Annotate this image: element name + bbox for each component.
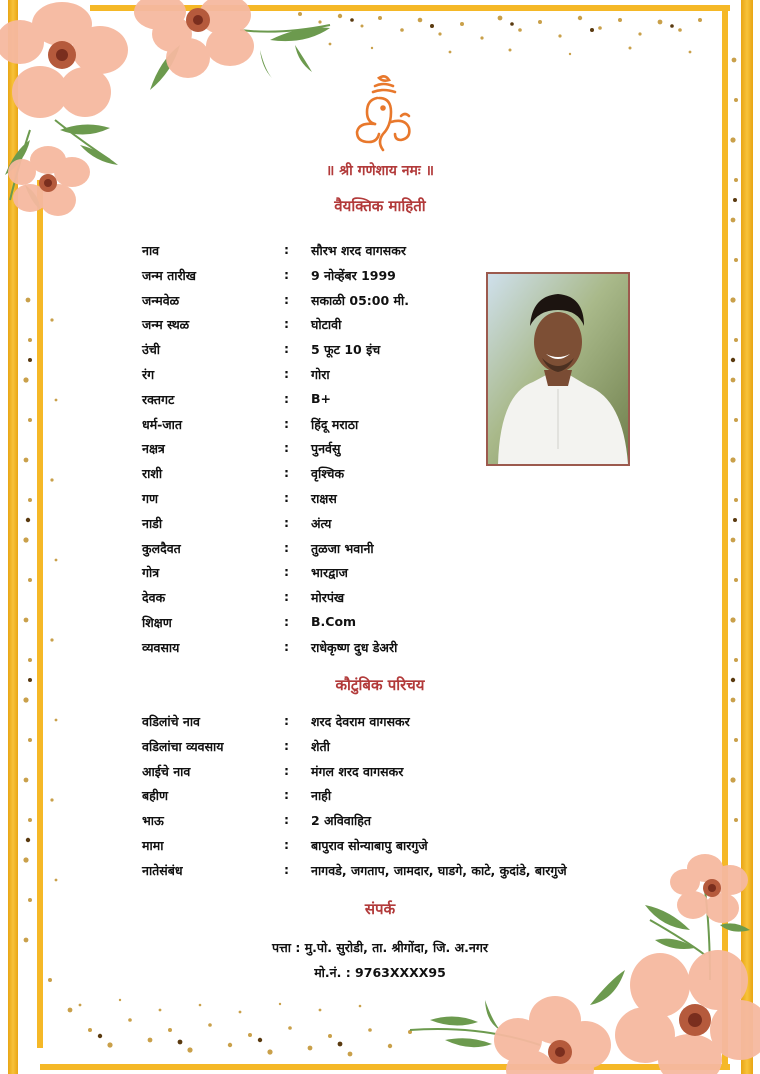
row-separator: : <box>284 415 289 431</box>
row-label: जन्मवेळ <box>142 292 180 308</box>
ganesha-om-icon <box>349 72 417 156</box>
row-value: सकाळी 05:00 मी. <box>311 292 409 308</box>
row-label: भाऊ <box>142 813 164 829</box>
row-value: वृश्चिक <box>311 466 345 482</box>
row-value: शरद देवराम वागसकर <box>311 714 410 729</box>
row-label: गोत्र <box>142 565 160 581</box>
row-value: 5 फूट 10 इंच <box>311 342 381 358</box>
info-row-occupation <box>142 639 622 664</box>
row-value: मंगल शरद वागसकर <box>311 763 404 779</box>
row-separator: : <box>284 812 289 828</box>
profile-photo <box>486 272 630 466</box>
row-value: पुनर्वसु <box>311 441 341 457</box>
row-label: गण <box>142 490 159 506</box>
person-portrait-icon <box>488 274 628 464</box>
row-value: नागवडे, जगताप, जामदार, घाडगे, काटे, कुदांडे, बारगुजे <box>311 862 567 878</box>
row-label: धर्म-जात <box>142 416 182 432</box>
row-separator: : <box>284 365 289 381</box>
row-label: नाव <box>142 243 160 258</box>
row-label: जन्म स्थळ <box>142 317 190 333</box>
row-separator: : <box>284 390 289 406</box>
row-value: राधेकृष्ण दुध डेअरी <box>311 639 398 655</box>
info-row-devak <box>142 589 622 614</box>
row-value: भारद्वाज <box>311 565 348 581</box>
row-separator: : <box>284 316 289 332</box>
row-label: आईचे नाव <box>142 763 191 779</box>
contact-heading: संपर्क <box>364 900 396 918</box>
row-value: बापुराव सोन्याबापु बारगुजे <box>311 837 428 853</box>
row-separator: : <box>284 737 289 753</box>
row-value: सौरभ शरद वागसकर <box>311 243 406 258</box>
contact-address: पत्ता : मु.पो. सुरोडी, ता. श्रीगोंदा, जि. अ.नगर <box>272 940 488 955</box>
row-label: शिक्षण <box>142 614 172 630</box>
family-info-heading: कौटुंबिक परिचय <box>335 676 425 694</box>
row-label: नाडी <box>142 515 163 531</box>
info-row-gotra <box>142 564 622 589</box>
row-label: बहीण <box>142 788 169 804</box>
row-label: वडिलांचे नाव <box>142 714 201 729</box>
contact-phone: मो.नं. : 9763XXXX95 <box>314 965 446 980</box>
row-label: नातेसंबंध <box>142 862 183 878</box>
row-separator: : <box>284 613 289 629</box>
row-separator: : <box>284 638 289 654</box>
info-row-rashi <box>142 465 622 490</box>
row-value: हिंदू मराठा <box>311 416 359 432</box>
info-row-name <box>142 242 622 267</box>
info-row-kuldaivat <box>142 540 622 565</box>
row-label: देवक <box>142 590 166 606</box>
row-separator: : <box>284 836 289 852</box>
row-value: 9 नोव्हेंबर 1999 <box>311 267 396 283</box>
row-value: तुळजा भवानी <box>311 540 374 556</box>
family-row-father-name <box>142 713 622 738</box>
row-separator: : <box>284 291 289 307</box>
row-label: नक्षत्र <box>142 441 165 457</box>
row-separator: : <box>284 861 289 877</box>
row-value: B.Com <box>311 613 357 629</box>
row-value: शेती <box>311 738 330 754</box>
row-label: राशी <box>142 466 163 482</box>
row-value: मोरपंख <box>311 590 345 606</box>
row-label: रक्तगट <box>142 391 175 407</box>
family-row-father-occupation <box>142 738 622 763</box>
row-value: गोरा <box>311 366 330 382</box>
shloka-heading: ॥ श्री गणेशाय नमः ॥ <box>325 163 435 179</box>
family-row-sister <box>142 787 622 812</box>
row-separator: : <box>284 589 289 605</box>
row-separator: : <box>284 266 289 282</box>
row-separator: : <box>284 762 289 778</box>
row-value: अंत्य <box>311 515 332 531</box>
row-label: रंग <box>142 366 155 382</box>
row-value: राक्षस <box>311 490 337 506</box>
row-separator: : <box>284 440 289 456</box>
row-value: 2 अविवाहित <box>311 813 371 829</box>
row-separator: : <box>284 539 289 555</box>
row-separator: : <box>284 489 289 505</box>
row-value: घोटावी <box>311 317 342 333</box>
family-row-mother-name <box>142 763 622 788</box>
row-separator: : <box>284 787 289 803</box>
info-row-gan <box>142 490 622 515</box>
row-separator: : <box>284 514 289 530</box>
row-separator: : <box>284 564 289 580</box>
row-separator: : <box>284 465 289 481</box>
row-label: कुलदैवत <box>142 540 181 556</box>
row-label: उंची <box>142 342 161 358</box>
family-row-maternal-uncle <box>142 837 622 862</box>
row-label: वडिलांचा व्यवसाय <box>142 738 224 754</box>
info-row-nadi <box>142 515 622 540</box>
personal-info-heading: वैयक्तिक माहिती <box>334 197 426 215</box>
row-separator: : <box>284 242 289 257</box>
row-value: B+ <box>311 390 332 406</box>
row-separator: : <box>284 713 289 728</box>
row-label: जन्म तारीख <box>142 267 197 283</box>
row-value: नाही <box>311 788 332 804</box>
family-info-list <box>142 713 622 887</box>
info-row-education <box>142 614 622 639</box>
row-separator: : <box>284 341 289 357</box>
row-label: मामा <box>142 837 164 853</box>
family-row-relatives <box>142 862 622 887</box>
family-row-brother <box>142 812 622 837</box>
row-label: व्यवसाय <box>142 639 180 655</box>
